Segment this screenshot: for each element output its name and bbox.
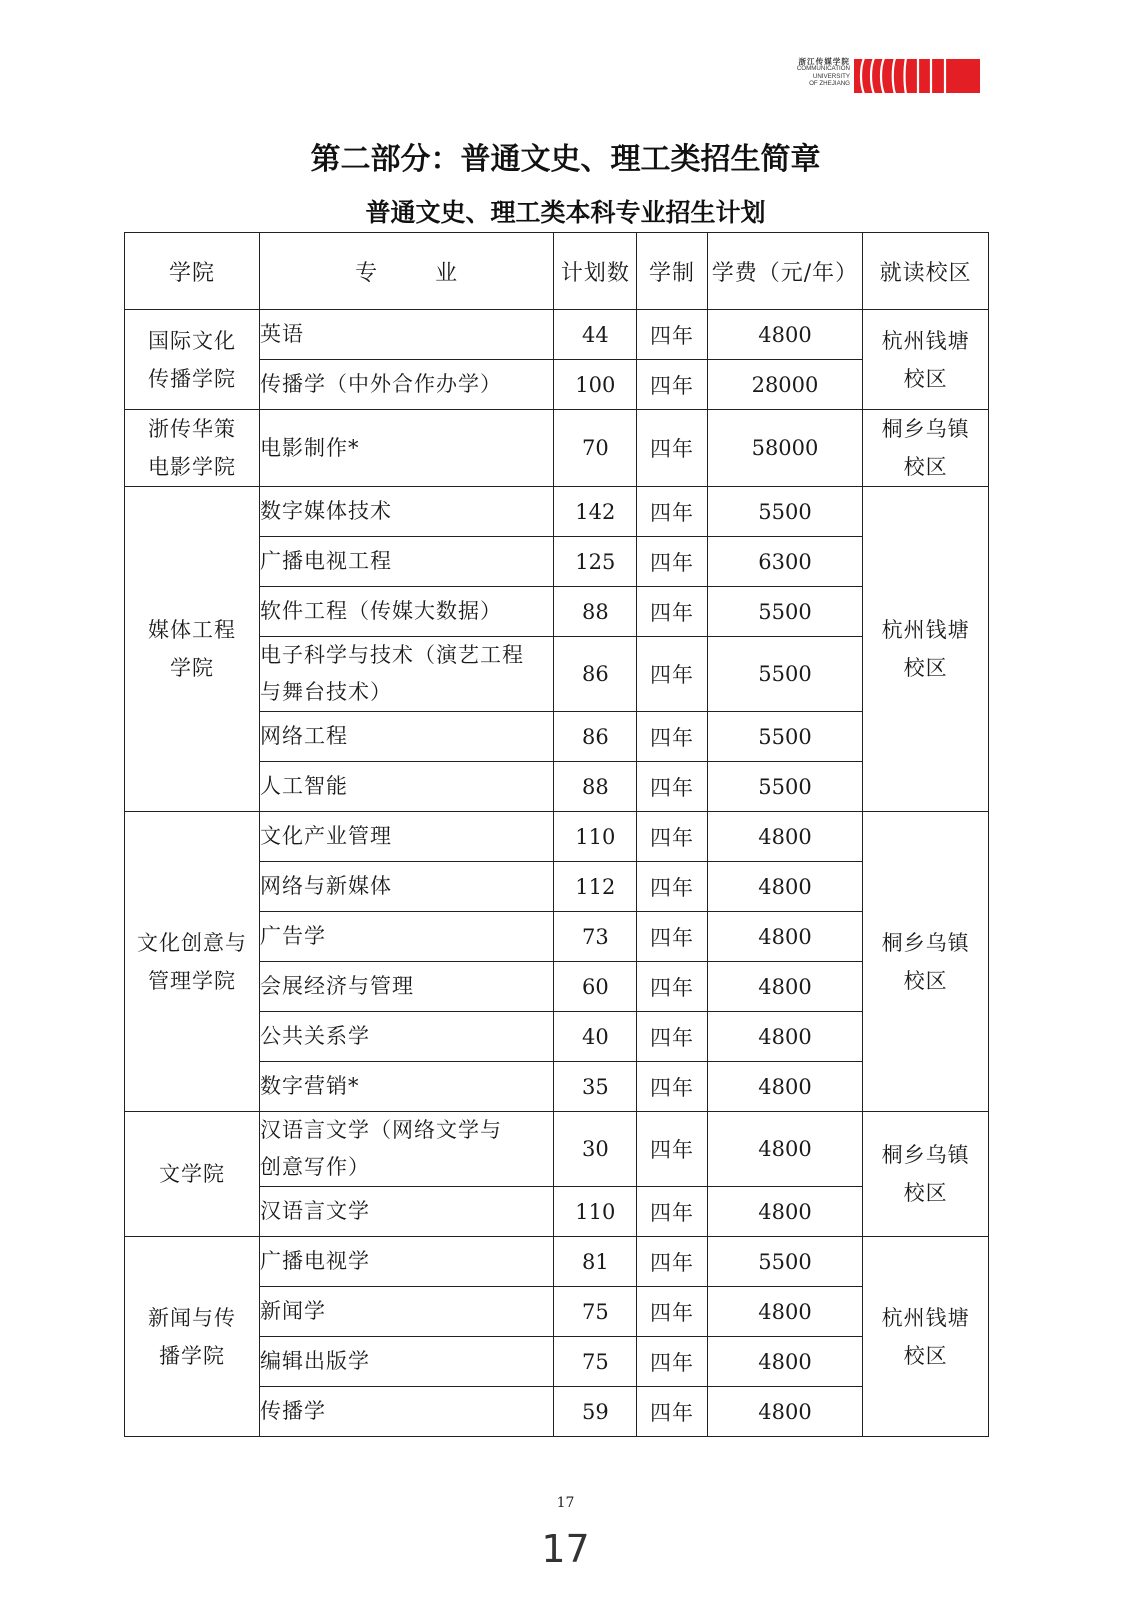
page-title: 第二部分：普通文史、理工类招生简章: [310, 142, 821, 177]
campus-line-2: 校区: [903, 656, 948, 680]
fee-cell: 4800: [707, 1387, 862, 1437]
college-name-line-1: 文学院: [158, 1162, 225, 1186]
college-name-line-2: 传播学院: [147, 366, 236, 391]
fee-cell: 5500: [707, 587, 862, 637]
logo-chinese-name: 浙江传媒学院: [798, 57, 850, 66]
major-line-1: 汉语言文学（网络文学与: [259, 1118, 502, 1142]
college-cell: [125, 410, 260, 487]
fee-cell: 5500: [707, 637, 862, 712]
logo-english-line-1: COMMUNICATION: [796, 65, 850, 73]
header-major-char-1: 专: [355, 260, 379, 286]
major-cell: 软件工程（传媒大数据）: [259, 587, 553, 637]
page-number-small: 17: [556, 1495, 575, 1511]
logo-text: [770, 58, 850, 88]
duration-cell: 四年: [637, 1237, 708, 1287]
fee-cell: 4800: [707, 1287, 862, 1337]
plan-cell: 59: [554, 1387, 637, 1437]
major-cell: 英语: [259, 310, 553, 360]
duration-cell: 四年: [637, 1187, 708, 1237]
college-name-line-1: 媒体工程: [147, 618, 236, 642]
plan-cell: 110: [554, 812, 637, 862]
duration-cell: 四年: [637, 962, 708, 1012]
major-cell: 汉语言文学: [259, 1187, 553, 1237]
logo-stripes-icon: [854, 58, 980, 94]
major-cell: 会展经济与管理: [259, 962, 553, 1012]
duration-cell: 四年: [637, 862, 708, 912]
page-number-large: 17: [541, 1527, 590, 1571]
header-college: 学院: [125, 233, 260, 310]
plan-cell: 110: [554, 1187, 637, 1237]
duration-cell: 四年: [637, 1062, 708, 1112]
table-title: 普通文史、理工类本科专业招生计划: [365, 198, 766, 227]
campus-cell: [863, 310, 989, 410]
fee-cell: 4800: [707, 1112, 862, 1187]
major-cell: 人工智能: [259, 762, 553, 812]
plan-cell: 35: [554, 1062, 637, 1112]
campus-line-1: 桐乡乌镇: [881, 417, 970, 441]
major-cell: 网络与新媒体: [259, 862, 553, 912]
campus-cell: [863, 487, 989, 812]
major-cell: 数字媒体技术: [259, 487, 553, 537]
major-cell: 数字营销*: [259, 1062, 553, 1112]
duration-cell: 四年: [637, 1387, 708, 1437]
duration-cell: 四年: [637, 1012, 708, 1062]
plan-cell: 86: [554, 637, 637, 712]
major-cell: 广告学: [259, 912, 553, 962]
fee-cell: 4800: [707, 1187, 862, 1237]
campus-line-1: 杭州钱塘: [881, 1305, 970, 1330]
table-header-row: [125, 233, 989, 310]
plan-cell: 44: [554, 310, 637, 360]
college-name-line-2: 电影学院: [147, 455, 236, 479]
college-name-line-1: 新闻与传: [147, 1305, 236, 1330]
duration-cell: 四年: [637, 762, 708, 812]
enrollment-plan-table: [124, 232, 989, 1437]
duration-cell: 四年: [637, 587, 708, 637]
college-name-line-2: 学院: [169, 656, 214, 680]
table-row: [125, 410, 989, 487]
college-name-line-1: 文化创意与: [136, 930, 247, 955]
fee-cell: 5500: [707, 712, 862, 762]
college-cell: [125, 487, 260, 812]
major-cell: 编辑出版学: [259, 1337, 553, 1387]
logo-english-line-2: UNIVERSITY: [812, 72, 850, 80]
duration-cell: 四年: [637, 812, 708, 862]
major-cell: 传播学（中外合作办学）: [259, 360, 553, 410]
plan-cell: 73: [554, 912, 637, 962]
major-cell: [259, 1112, 553, 1187]
major-cell: [259, 637, 553, 712]
college-cell: [125, 310, 260, 410]
fee-cell: 4800: [707, 1337, 862, 1387]
duration-cell: 四年: [637, 637, 708, 712]
fee-cell: 4800: [707, 862, 862, 912]
duration-cell: 四年: [637, 1112, 708, 1187]
campus-cell: [863, 812, 989, 1112]
duration-cell: 四年: [637, 537, 708, 587]
plan-cell: 60: [554, 962, 637, 1012]
major-cell: 广播电视学: [259, 1237, 553, 1287]
plan-cell: 70: [554, 410, 637, 487]
campus-line-2: 校区: [903, 366, 948, 391]
fee-cell: 5500: [707, 1237, 862, 1287]
table-row: [125, 487, 989, 537]
campus-cell: [863, 1237, 989, 1437]
duration-cell: 四年: [637, 310, 708, 360]
major-cell: 网络工程: [259, 712, 553, 762]
table-row: [125, 1112, 989, 1187]
university-logo: [770, 56, 980, 96]
major-line-2: 与舞台技术）: [259, 680, 392, 704]
fee-cell: 4800: [707, 962, 862, 1012]
plan-cell: 81: [554, 1237, 637, 1287]
campus-line-2: 校区: [903, 968, 948, 993]
header-duration: 学制: [637, 233, 708, 310]
major-cell: 电影制作*: [259, 410, 553, 487]
college-cell: [125, 1112, 260, 1237]
duration-cell: 四年: [637, 712, 708, 762]
duration-cell: 四年: [637, 1337, 708, 1387]
header-fee: 学费（元/年）: [707, 233, 862, 310]
table-row: [125, 1237, 989, 1287]
fee-cell: 4800: [707, 310, 862, 360]
campus-line-1: 杭州钱塘: [881, 618, 970, 642]
campus-cell: [863, 410, 989, 487]
major-cell: 公共关系学: [259, 1012, 553, 1062]
major-cell: 传播学: [259, 1387, 553, 1437]
fee-cell: 28000: [707, 360, 862, 410]
header-plan: 计划数: [554, 233, 637, 310]
campus-line-2: 校区: [903, 1343, 948, 1368]
major-cell: 文化产业管理: [259, 812, 553, 862]
header-major-char-2: 业: [435, 260, 459, 286]
major-line-1: 电子科学与技术（演艺工程: [259, 643, 524, 667]
fee-cell: 4800: [707, 912, 862, 962]
plan-cell: 125: [554, 537, 637, 587]
table-row: [125, 812, 989, 862]
duration-cell: 四年: [637, 410, 708, 487]
plan-cell: 40: [554, 1012, 637, 1062]
campus-line-1: 桐乡乌镇: [881, 930, 970, 955]
plan-cell: 86: [554, 712, 637, 762]
plan-cell: 142: [554, 487, 637, 537]
major-cell: 广播电视工程: [259, 537, 553, 587]
fee-cell: 5500: [707, 762, 862, 812]
campus-cell: [863, 1112, 989, 1237]
plan-cell: 112: [554, 862, 637, 912]
plan-cell: 88: [554, 587, 637, 637]
major-line-2: 创意写作）: [259, 1155, 370, 1179]
plan-cell: 75: [554, 1287, 637, 1337]
fee-cell: 58000: [707, 410, 862, 487]
fee-cell: 4800: [707, 1062, 862, 1112]
duration-cell: 四年: [637, 487, 708, 537]
plan-cell: 88: [554, 762, 637, 812]
college-name-line-2: 管理学院: [147, 968, 236, 993]
fee-cell: 5500: [707, 487, 862, 537]
college-cell: [125, 1237, 260, 1437]
major-cell: 新闻学: [259, 1287, 553, 1337]
campus-line-1: 杭州钱塘: [881, 328, 970, 353]
fee-cell: 4800: [707, 1012, 862, 1062]
plan-cell: 75: [554, 1337, 637, 1387]
campus-line-1: 桐乡乌镇: [881, 1143, 970, 1167]
fee-cell: 6300: [707, 537, 862, 587]
college-name-line-1: 浙传华策: [147, 417, 236, 441]
duration-cell: 四年: [637, 912, 708, 962]
logo-english-line-3: OF ZHEJIANG: [809, 80, 850, 88]
college-name-line-2: 播学院: [158, 1343, 225, 1368]
duration-cell: 四年: [637, 1287, 708, 1337]
college-name-line-1: 国际文化: [147, 328, 236, 353]
header-campus: 就读校区: [863, 233, 989, 310]
college-cell: [125, 812, 260, 1112]
fee-cell: 4800: [707, 812, 862, 862]
campus-line-2: 校区: [903, 1181, 948, 1205]
duration-cell: 四年: [637, 360, 708, 410]
campus-line-2: 校区: [903, 455, 948, 479]
plan-cell: 30: [554, 1112, 637, 1187]
header-major: [259, 233, 553, 310]
plan-cell: 100: [554, 360, 637, 410]
table-row: [125, 310, 989, 360]
